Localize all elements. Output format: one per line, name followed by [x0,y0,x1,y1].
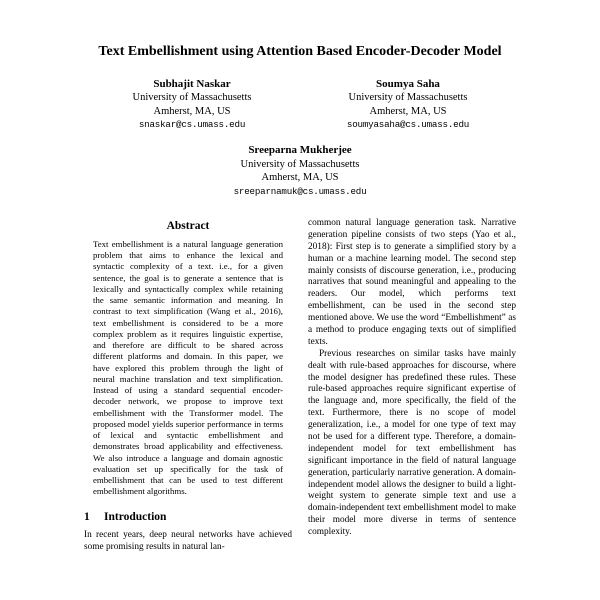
abstract-text: Text embellishment is a natural language generation problem that aims to enhance the lexical and syntactic complexity of a text. i.e., for a given sentence, the goal is to generate a sentence that is lexically and syntactically complex while retaining the same semantic information and meaning. In contrast to text simplification (Wang et al., 2016), text embellishment is considered to be a more complex problem as it requires linguistic expertise, and therefore are difficult to be shared across different platforms and domain. In this paper, we have explored this problem through the light of neural machine translation and text simplification. Instead of using a standard sequential encoder-decoder network, we propose to improve text embellishment with the Transformer model. The proposed model yields superior performance in terms of lexical and syntactic embellishment and demonstrates broad applicability and effectiveness. We also introduce a language and domain agnostic evaluation set up specifically for the task of embellishment that can be used to test different embellishment algorithms. [93,238,283,497]
author-email: snaskar@cs.umass.edu [138,118,246,130]
author-block-1 [84,77,300,132]
body-paragraph: Previous researches on similar tasks have mainly dealt with rule-based approaches for discourse, where the model designer has predefined these rules. These rule-based approaches require significant expertise of the language and, more specifically, the field of the text. Furthermore, there is no scope of model generalization, i.e., a model for one type of text may not be used for a different type. Therefore, a domain-independent model for text embellishment has significant importance in the field of natural language generation, particularly narrative generation. A domain-independent model allows the designer to build a light-weight system to generate simple text and use a domain-independent text embellishment model to make their model more diverse in terms of sentence complexity. [308,348,516,538]
abstract-heading: Abstract [166,219,210,232]
section-title: Introduction [104,510,167,523]
section-number: 1 [84,510,90,523]
body-columns [84,218,516,554]
author-email: soumyasaha@cs.umass.edu [346,118,470,130]
author-location: Amherst, MA, US [153,105,231,117]
authors-row [84,77,516,132]
author-location: Amherst, MA, US [261,172,339,184]
author-affiliation: University of Massachusetts [240,158,360,170]
author-email: sreeparnamuk@cs.umass.edu [233,185,367,197]
body-paragraph: In recent years, deep neural networks have achieved some promising results in natural lan- [84,529,292,552]
column-left [84,218,292,554]
body-paragraph: common natural language generation task. Narrative generation pipeline consists of two steps (Yao et al., 2018): First step is to generate a simplified story by a human or a machine learning model. The second step mainly consists of discourse generation, i.e., producing narratives that sound meaningful and appealing to the readers. Our model, which performs text embellishment, can be used in the second step mentioned above. We use the word “Embellishment” as a method to produce engaging texts out of simplified texts. [308,217,516,347]
author-affiliation: University of Massachusetts [348,92,468,104]
paper-title: Text Embellishment using Attention Based Encoder-Decoder Model [98,44,502,59]
author-name: Subhajit Naskar [153,77,231,90]
author-affiliation: University of Massachusetts [132,92,252,104]
section-heading-introduction [84,511,292,523]
column-right [308,218,516,554]
author-name: Soumya Saha [376,77,440,90]
author-name: Sreeparna Mukherjee [248,144,352,157]
author-block-2 [300,77,516,132]
author-block-3 [84,143,516,198]
author-location: Amherst, MA, US [369,105,447,117]
